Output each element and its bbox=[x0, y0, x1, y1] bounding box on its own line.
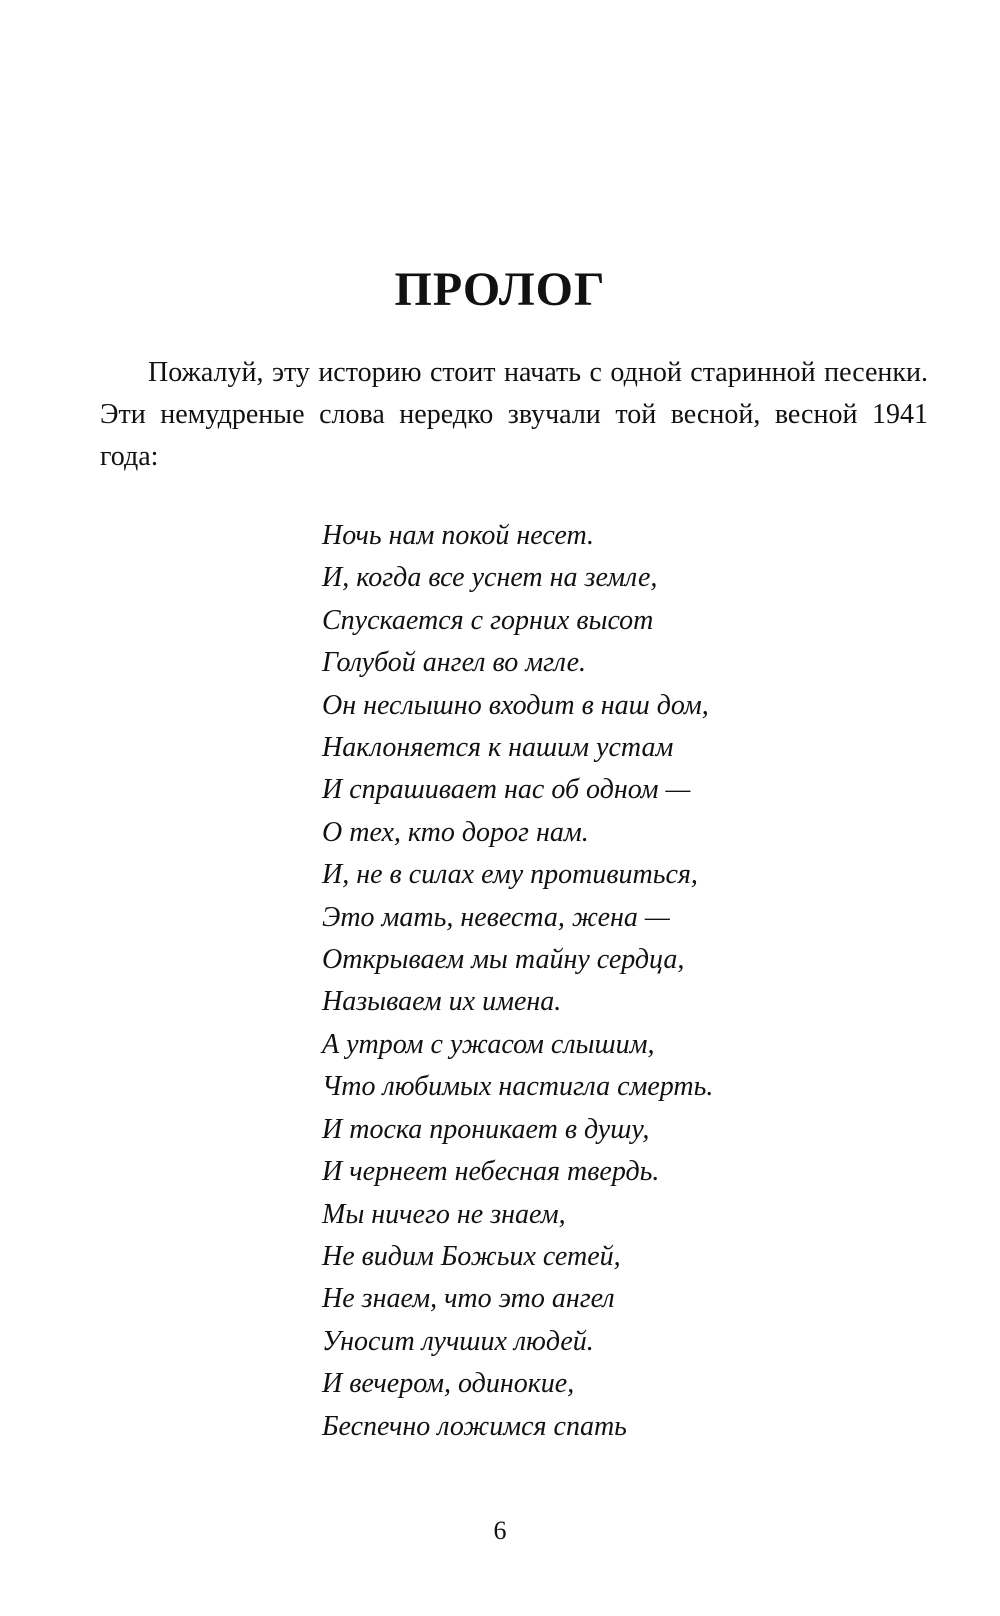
poem-line: Наклоняется к нашим устам bbox=[322, 732, 674, 764]
poem-line: И вечером, одинокие, bbox=[322, 1368, 575, 1400]
poem-line: И тоска проникает в душу, bbox=[322, 1113, 650, 1145]
poem-line: Голубой ангел во мгле. bbox=[322, 647, 587, 679]
poem-line: Беспечно ложимся спать bbox=[322, 1410, 627, 1442]
poem-line: И чернеет небесная твердь. bbox=[322, 1156, 660, 1188]
poem-line: Называем их имена. bbox=[322, 986, 562, 1018]
poem-line: Не видим Божьих сетей, bbox=[322, 1240, 621, 1272]
poem-line: Он неслышно входит в наш дом, bbox=[322, 689, 709, 721]
poem-line: Спускается с горних высот bbox=[322, 604, 654, 636]
chapter-title: ПРОЛОГ bbox=[394, 263, 606, 316]
poem-line: Что любимых настигла смерть. bbox=[322, 1071, 714, 1103]
poem-line: И, не в силах ему противиться, bbox=[322, 859, 698, 891]
poem-line: Уносит лучших людей. bbox=[322, 1325, 594, 1357]
page-number: 6 bbox=[493, 1516, 507, 1545]
poem-line: Не знаем, что это ангел bbox=[322, 1283, 615, 1315]
poem-line: И, когда все уснет на земле, bbox=[322, 562, 658, 594]
intro-paragraph: Пожалуй, эту историю стоит начать с одной старинной песенки. Эти немудреные слова нередко звучали той весной, весной 1941 года: bbox=[100, 357, 928, 472]
poem-line: Мы ничего не знаем, bbox=[322, 1198, 566, 1230]
poem-line: Открываем мы тайну сердца, bbox=[322, 944, 685, 976]
poem-line: А утром с ужасом слышим, bbox=[322, 1028, 655, 1060]
poem-line: И спрашивает нас об одном — bbox=[322, 774, 691, 806]
poem-line: О тех, кто дорог нам. bbox=[322, 816, 589, 848]
poem-line: Ночь нам покой несет. bbox=[322, 520, 595, 551]
poem bbox=[322, 515, 713, 1448]
poem-line: Это мать, невеста, жена — bbox=[322, 901, 670, 933]
